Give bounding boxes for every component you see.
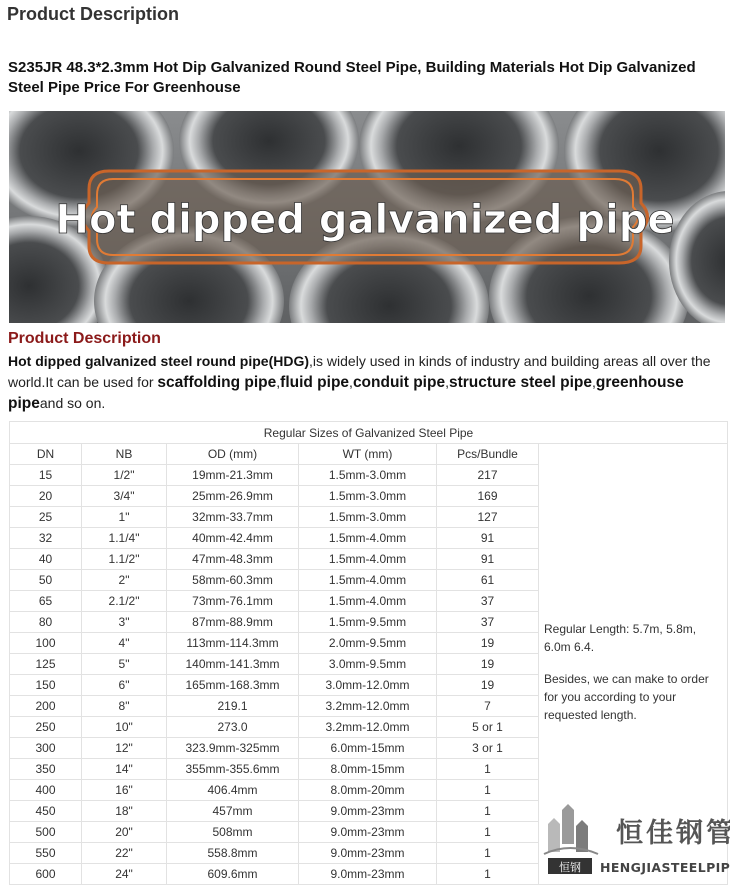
table-cell: 450 xyxy=(10,801,82,822)
table-cell: 150 xyxy=(10,675,82,696)
table-cell: 14" xyxy=(82,759,167,780)
table-cell: 2.0mm-9.5mm xyxy=(299,633,437,654)
table-cell: 3.0mm-12.0mm xyxy=(299,675,437,696)
table-cell: 100 xyxy=(10,633,82,654)
logo-english: HENGJIASTEELPIPE xyxy=(600,860,730,875)
table-cell: 80 xyxy=(10,612,82,633)
table-cell: 3.2mm-12.0mm xyxy=(299,696,437,717)
table-cell: 1/2" xyxy=(82,465,167,486)
table-cell: 1.1/4" xyxy=(82,528,167,549)
table-cell: 219.1 xyxy=(167,696,299,717)
section-title: Product Description xyxy=(7,4,180,24)
use-structure: structure steel pipe xyxy=(448,374,592,391)
logo-seal-text: 恒钢 xyxy=(559,861,581,874)
table-cell: 50 xyxy=(10,570,82,591)
table-cell: 6" xyxy=(82,675,167,696)
note-regular-length: Regular Length: 5.7m, 5.8m, 6.0m 6.4. xyxy=(544,622,697,654)
table-cell: 406.4mm xyxy=(167,780,299,801)
table-cell: 1 xyxy=(437,759,539,780)
table-cell: 3.2mm-12.0mm xyxy=(299,717,437,738)
sep: , xyxy=(591,374,596,390)
table-cell: 3" xyxy=(82,612,167,633)
table-cell: 22" xyxy=(82,843,167,864)
table-cell: 40 xyxy=(10,549,82,570)
table-cell: 8.0mm-20mm xyxy=(299,780,437,801)
table-cell: 273.0 xyxy=(167,717,299,738)
table-cell: 4" xyxy=(82,633,167,654)
table-cell: 10" xyxy=(82,717,167,738)
table-cell: 8.0mm-15mm xyxy=(299,759,437,780)
table-cell: 20 xyxy=(10,486,82,507)
table-cell: 350 xyxy=(10,759,82,780)
table-cell: 3 or 1 xyxy=(437,738,539,759)
table-cell: 355mm-355.6mm xyxy=(167,759,299,780)
table-cell: 58mm-60.3mm xyxy=(167,570,299,591)
table-cell: 1.5mm-3.0mm xyxy=(299,465,437,486)
table-cell: 600 xyxy=(10,864,82,885)
table-cell: 25mm-26.9mm xyxy=(167,486,299,507)
table-cell: 61 xyxy=(437,570,539,591)
table-cell: 400 xyxy=(10,780,82,801)
description-subheading: Product Description xyxy=(8,330,161,347)
table-cell: 1" xyxy=(82,507,167,528)
table-cell: 1 xyxy=(437,822,539,843)
desc-tail: and so on. xyxy=(39,395,106,411)
table-cell: 1 xyxy=(437,864,539,885)
table-cell: 1 xyxy=(437,843,539,864)
product-description xyxy=(8,351,733,414)
table-cell: 20" xyxy=(82,822,167,843)
desc-lead: Hot dipped galvanized steel round pipe xyxy=(8,353,269,369)
use-fluid: fluid pipe xyxy=(280,374,350,391)
table-cell: 1.1/2" xyxy=(82,549,167,570)
table-cell: 125 xyxy=(10,654,82,675)
table-cell: 91 xyxy=(437,549,539,570)
table-cell: 9.0mm-23mm xyxy=(299,822,437,843)
table-cell: 457mm xyxy=(167,801,299,822)
table-cell: 1.5mm-3.0mm xyxy=(299,486,437,507)
sep: , xyxy=(445,374,449,390)
note-custom-order: Besides, we can make to order for you according to your requested length. xyxy=(544,672,709,722)
table-cell: 12" xyxy=(82,738,167,759)
desc-lead-hdg: (HDG) xyxy=(268,353,310,369)
table-cell: 8" xyxy=(82,696,167,717)
table-cell: 2.1/2" xyxy=(82,591,167,612)
logo-mark-icon xyxy=(540,796,730,882)
column-header: NB xyxy=(82,444,167,465)
table-cell: 508mm xyxy=(167,822,299,843)
use-conduit: conduit pipe xyxy=(352,374,446,391)
table-cell: 47mm-48.3mm xyxy=(167,549,299,570)
column-header: OD (mm) xyxy=(167,444,299,465)
table-cell: 19mm-21.3mm xyxy=(167,465,299,486)
table-cell: 609.6mm xyxy=(167,864,299,885)
table-cell: 1.5mm-9.5mm xyxy=(299,612,437,633)
table-cell: 87mm-88.9mm xyxy=(167,612,299,633)
table-cell: 19 xyxy=(437,633,539,654)
table-cell: 19 xyxy=(437,654,539,675)
product-banner xyxy=(9,111,725,323)
table-cell: 323.9mm-325mm xyxy=(167,738,299,759)
use-scaffolding: scaffolding pipe xyxy=(157,374,277,391)
table-cell: 300 xyxy=(10,738,82,759)
table-cell: 32mm-33.7mm xyxy=(167,507,299,528)
table-cell: 165mm-168.3mm xyxy=(167,675,299,696)
table-cell: 15 xyxy=(10,465,82,486)
table-cell: 37 xyxy=(437,591,539,612)
table-cell: 1.5mm-4.0mm xyxy=(299,549,437,570)
table-cell: 169 xyxy=(437,486,539,507)
table-cell: 40mm-42.4mm xyxy=(167,528,299,549)
table-cell: 65 xyxy=(10,591,82,612)
table-cell: 250 xyxy=(10,717,82,738)
table-cell: 37 xyxy=(437,612,539,633)
table-cell: 25 xyxy=(10,507,82,528)
table-cell: 500 xyxy=(10,822,82,843)
company-logo xyxy=(540,796,730,882)
table-cell: 2" xyxy=(82,570,167,591)
table-cell: 91 xyxy=(437,528,539,549)
table-cell: 7 xyxy=(437,696,539,717)
table-cell: 9.0mm-23mm xyxy=(299,801,437,822)
table-cell: 550 xyxy=(10,843,82,864)
table-cell: 200 xyxy=(10,696,82,717)
table-cell: 140mm-141.3mm xyxy=(167,654,299,675)
table-cell: 558.8mm xyxy=(167,843,299,864)
table-cell: 9.0mm-23mm xyxy=(299,843,437,864)
table-cell: 32 xyxy=(10,528,82,549)
table-cell: 3/4" xyxy=(82,486,167,507)
table-cell: 3.0mm-9.5mm xyxy=(299,654,437,675)
table-cell: 113mm-114.3mm xyxy=(167,633,299,654)
desc-text: ,is widely used in kinds of industry and building areas all over the world.It can be used for xyxy=(8,353,711,390)
table-cell: 5" xyxy=(82,654,167,675)
logo-chinese: 恒佳钢管 xyxy=(616,818,730,849)
sep: , xyxy=(276,374,281,390)
product-title: S235JR 48.3*2.3mm Hot Dip Galvanized Round Steel Pipe, Building Materials Hot Dip Galvanized Steel Pipe Price For Greenhouse xyxy=(8,59,696,96)
use-greenhouse: greenhouse pipe xyxy=(8,374,684,412)
table-cell: 1.5mm-4.0mm xyxy=(299,570,437,591)
sep: , xyxy=(349,374,353,390)
table-cell: 19 xyxy=(437,675,539,696)
column-header: DN xyxy=(10,444,82,465)
table-cell: 217 xyxy=(437,465,539,486)
table-cell: 5 or 1 xyxy=(437,717,539,738)
table-cell: 1.5mm-4.0mm xyxy=(299,591,437,612)
column-header: Pcs/Bundle xyxy=(437,444,539,465)
column-header: WT (mm) xyxy=(299,444,437,465)
table-cell: 1 xyxy=(437,780,539,801)
table-cell: 9.0mm-23mm xyxy=(299,864,437,885)
table-cell: 1.5mm-4.0mm xyxy=(299,528,437,549)
table-caption: Regular Sizes of Galvanized Steel Pipe xyxy=(10,422,728,444)
table-header-row xyxy=(10,444,728,465)
table-cell: 127 xyxy=(437,507,539,528)
table-cell: 1.5mm-3.0mm xyxy=(299,507,437,528)
table-cell: 73mm-76.1mm xyxy=(167,591,299,612)
pipes-banner-image xyxy=(9,111,725,323)
table-cell: 24" xyxy=(82,864,167,885)
table-cell: 18" xyxy=(82,801,167,822)
table-cell: 16" xyxy=(82,780,167,801)
banner-text: Hot dipped galvanized pipe xyxy=(55,197,675,243)
table-cell: 6.0mm-15mm xyxy=(299,738,437,759)
table-cell: 1 xyxy=(437,801,539,822)
